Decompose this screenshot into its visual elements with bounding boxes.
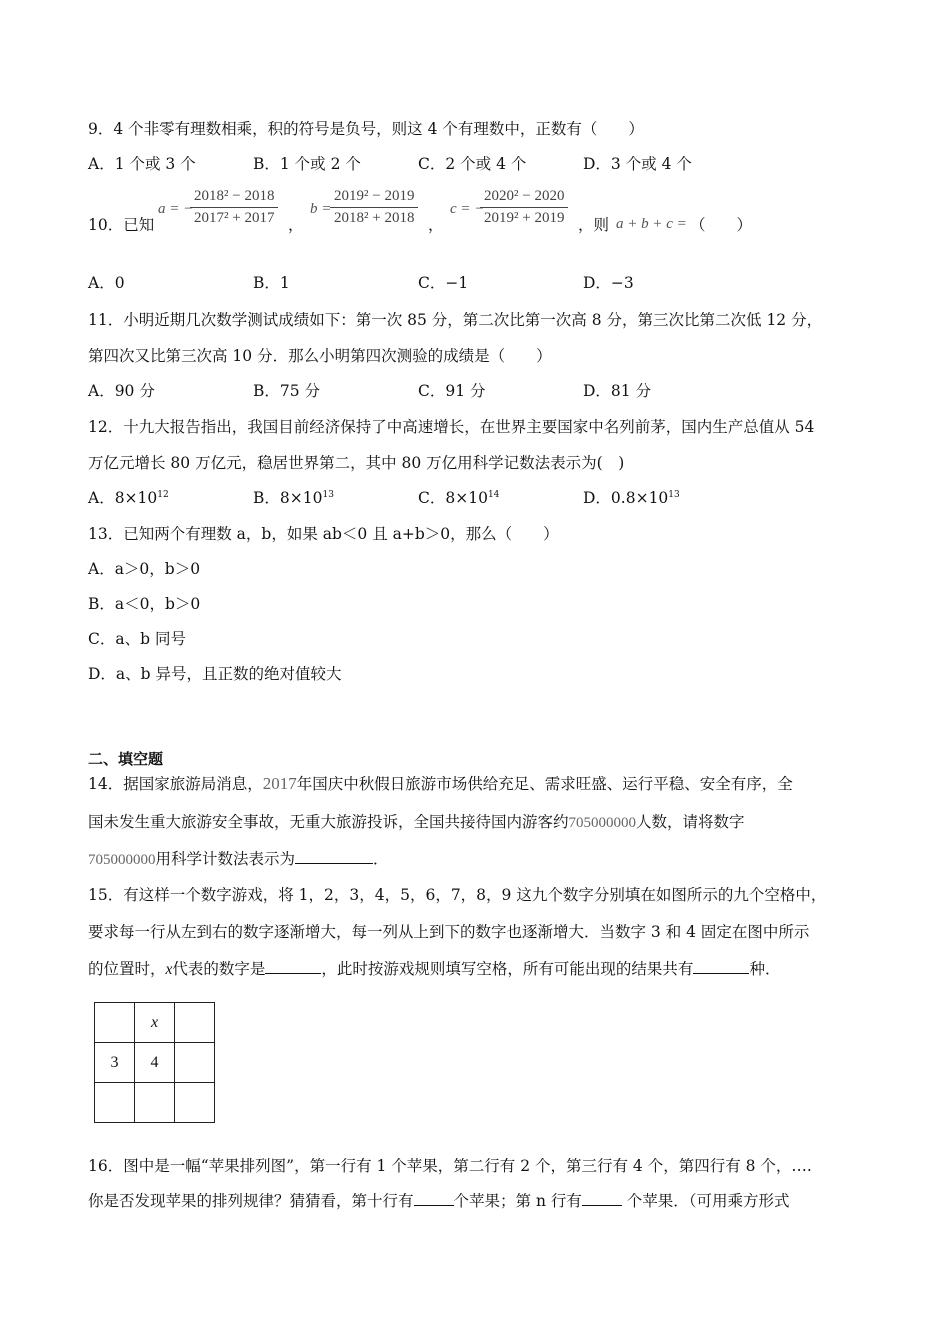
q14-year: 2017 — [262, 774, 297, 793]
grid-cell — [175, 1043, 215, 1083]
q10-then: ，则 — [578, 216, 610, 234]
q15-text-a: 的位置时， — [88, 960, 166, 978]
q10-sep-2: ， — [428, 216, 444, 234]
q16-line-1: 16．图中是一幅“苹果排列图”，第一行有 1 个苹果，第二行有 2 个，第三行有 4 个，第四行有 8 个，…. — [88, 1157, 812, 1175]
q9-stem: 9．4 个非零有理数相乘，积的符号是负号，则这 4 个有理数中，正数有（ ） — [88, 120, 644, 138]
q15-var-x: x — [165, 961, 173, 978]
q11-line-2: 第四次又比第三次高 10 分．那么小明第四次测验的成绩是（ ） — [88, 347, 552, 365]
q15-text-c: ，此时按游戏规则填写空格，所有可能出现的结果共有 — [321, 960, 694, 978]
q15-answer-blank-1[interactable] — [265, 959, 321, 974]
q10-fraction-a — [190, 188, 278, 227]
grid-cell — [175, 1003, 215, 1043]
q16-line-2 — [88, 1190, 790, 1212]
q14-number: 705000000 — [568, 815, 637, 831]
q13-option-a: A．a＞0，b＞0 — [88, 560, 201, 578]
q16-text-b: 个苹果；第 n 行有 — [453, 1192, 582, 1210]
section-heading-fill-in: 二、填空题 — [88, 750, 164, 768]
grid-cell — [175, 1083, 215, 1123]
q13-option-d: D．a、b 异号，且正数的绝对值较大 — [88, 665, 342, 683]
q10-expression: a + b + c = — [616, 216, 687, 232]
q10-a-numerator: 2018² − 2018 — [190, 188, 278, 208]
grid-cell — [95, 1083, 135, 1123]
q15-text-b: 代表的数字是 — [172, 960, 266, 978]
q10-c-numerator: 2020² − 2020 — [480, 188, 568, 208]
q14-answer-blank[interactable] — [295, 849, 373, 864]
q16-text-c: 个苹果．（可用乘方形式 — [621, 1192, 790, 1210]
q11-line-1: 11．小明近期几次数学测试成绩如下：第一次 85 分，第二次比第一次高 8 分，第三次比第二次低 12 分， — [88, 311, 823, 329]
q15-answer-blank-2[interactable] — [693, 959, 749, 974]
q11-option-c: C．91 分 — [418, 382, 486, 400]
q15-number-grid — [94, 1002, 215, 1123]
q10-fraction-c — [480, 188, 568, 227]
q13-option-b: B．a＜0，b＞0 — [88, 595, 201, 613]
q10-paren: （ ） — [690, 216, 753, 234]
q10-b-denominator: 2018² + 2018 — [334, 210, 415, 226]
q15-line-3 — [88, 958, 780, 981]
q10-b-lhs: b = — [310, 201, 332, 217]
q9-option-a: A．1 个或 3 个 — [88, 155, 196, 173]
q10-sep-1: ， — [288, 216, 304, 234]
q14-text-1: 14．据国家旅游局消息， — [88, 775, 263, 793]
q10-c-lhs: c = − — [450, 201, 485, 217]
q10-c-denominator: 2019² + 2019 — [484, 210, 565, 226]
q14-end: ． — [373, 850, 389, 868]
q10-fraction-b — [330, 188, 418, 227]
q10-a-lhs: a = − — [158, 201, 194, 217]
q16-answer-blank-1[interactable] — [414, 1191, 454, 1206]
q10-b-numerator: 2019² − 2019 — [330, 188, 418, 208]
q15-text-d: 种． — [749, 960, 781, 978]
q9-option-d: D．3 个或 4 个 — [583, 155, 692, 173]
q10-option-c: C．−1 — [418, 274, 469, 292]
q14-text-2: 年国庆中秋假日旅游市场供给充足、需求旺盛、运行平稳、安全有序，全 — [296, 775, 793, 793]
q12-option-b-base: B．8×10 — [253, 489, 323, 507]
q12-option-a-base: A．8×10 — [88, 489, 158, 507]
q16-answer-blank-2[interactable] — [582, 1191, 622, 1206]
q12-option-c — [418, 487, 499, 509]
q10-option-d: D．−3 — [583, 274, 634, 292]
q12-option-b-exp: 13 — [322, 489, 334, 500]
grid-cell-x: x — [135, 1003, 175, 1043]
q13-stem: 13．已知两个有理数 a，b，如果 ab＜0 且 a+b＞0，那么（ ） — [88, 525, 559, 543]
q11-option-d: D．81 分 — [583, 382, 652, 400]
q14-line-3 — [88, 848, 389, 871]
q14-number-repeat: 705000000 — [88, 852, 156, 868]
q9-option-c: C．2 个或 4 个 — [418, 155, 527, 173]
q14-text-5: 用科学计数法表示为 — [155, 850, 296, 868]
grid-cell — [135, 1083, 175, 1123]
q9-option-b: B．1 个或 2 个 — [253, 155, 361, 173]
q16-text-a: 你是否发现苹果的排列规律？猜猜看，第十行有 — [88, 1192, 414, 1210]
grid-cell — [95, 1003, 135, 1043]
q13-option-c: C．a、b 同号 — [88, 630, 186, 648]
q14-line-2 — [88, 811, 745, 834]
q12-option-d — [583, 487, 680, 509]
grid-cell-3: 3 — [95, 1043, 135, 1083]
q11-option-a: A．90 分 — [88, 382, 155, 400]
q14-line-1 — [88, 773, 793, 795]
q15-line-1: 15．有这样一个数字游戏，将 1，2，3，4，5，6，7，8，9 这九个数字分别填在如图所示的九个空格中， — [88, 886, 827, 904]
q15-line-2: 要求每一行从左到右的数字逐渐增大，每一列从上到下的数字也逐渐增大．当数字 3 和 4 固定在图中所示 — [88, 923, 810, 941]
q10-option-b: B．1 — [253, 274, 290, 292]
grid-cell-4: 4 — [135, 1043, 175, 1083]
q12-option-d-base: D．0.8×10 — [583, 489, 669, 507]
q12-option-d-exp: 13 — [668, 489, 680, 500]
q12-option-c-exp: 14 — [487, 489, 500, 500]
q10-prefix: 10．已知 — [88, 216, 155, 234]
q12-option-a-exp: 12 — [157, 489, 169, 500]
q12-line-1: 12．十九大报告指出，我国目前经济保持了中高速增长，在世界主要国家中名列前茅，国内生产总值从 54 — [88, 418, 815, 436]
q12-option-c-base: C．8×10 — [418, 489, 488, 507]
q10-option-a: A．0 — [88, 274, 125, 292]
q10-a-denominator: 2017² + 2017 — [194, 210, 275, 226]
q14-text-4: 人数，请将数字 — [636, 813, 745, 831]
q11-option-b: B．75 分 — [253, 382, 321, 400]
q12-line-2: 万亿元增长 80 万亿元，稳居世界第二，其中 80 万亿用科学记数法表示为( ) — [88, 454, 625, 472]
q14-text-3: 国未发生重大旅游安全事故，无重大旅游投诉，全国共接待国内游客约 — [88, 813, 569, 831]
q12-option-a — [88, 487, 169, 509]
q12-option-b — [253, 487, 334, 509]
